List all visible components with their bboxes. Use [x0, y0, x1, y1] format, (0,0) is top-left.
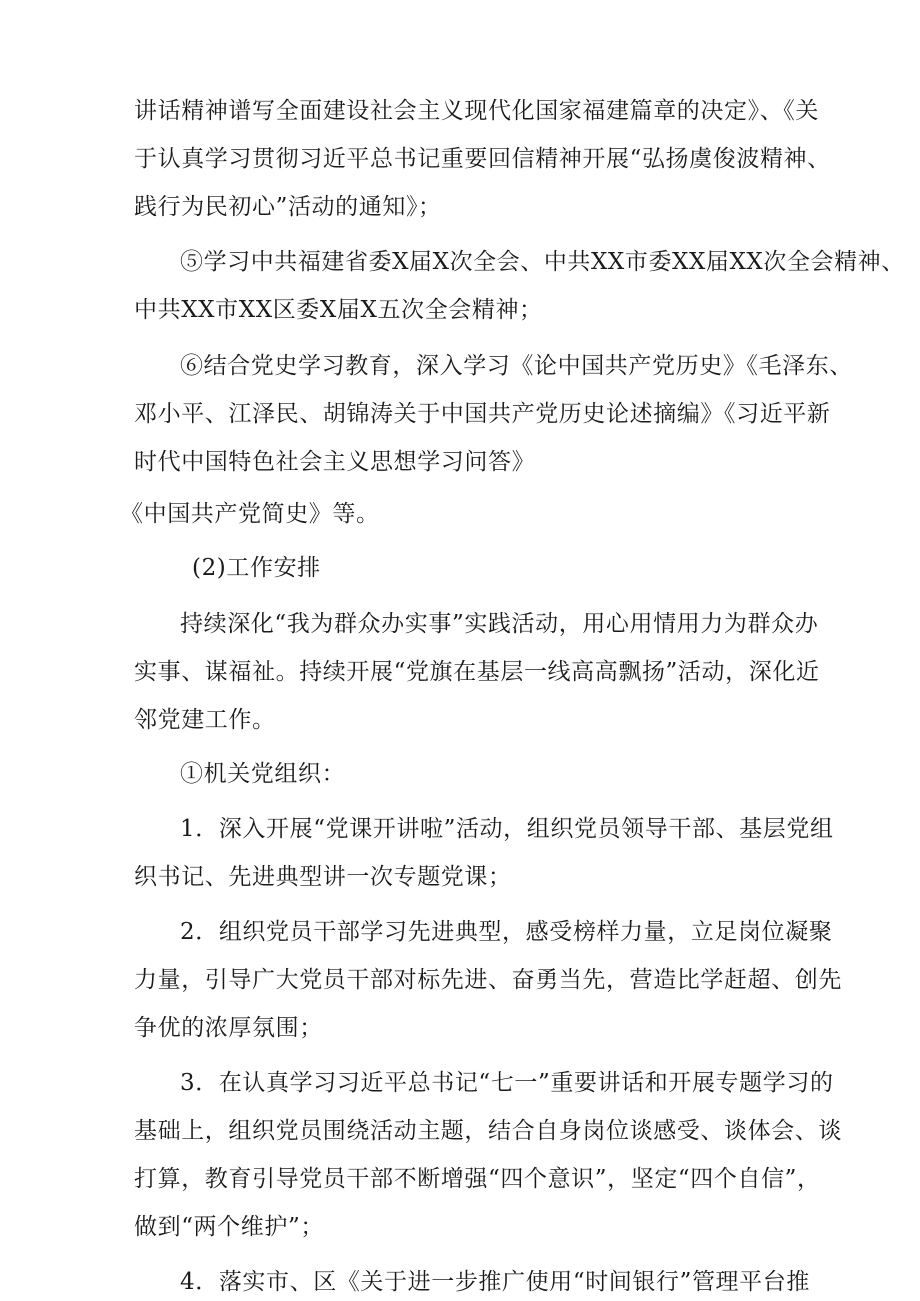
text-line: 《中国共产党简史》等。: [120, 501, 380, 527]
text-line: 持续深化“我为群众办实事”实践活动，用心用情用力为群众办: [180, 611, 819, 637]
section-heading: (2)工作安排: [192, 555, 321, 581]
text-line: ⑤学习中共福建省委X届X次全会、中共XX市委XX届XX次全会精神、: [180, 249, 905, 275]
text-line: ⑥结合党史学习教育，深入学习《论中国共产党历史》《毛泽东、: [180, 353, 853, 379]
text-line: 讲话精神谱写全面建设社会主义现代化国家福建篇章的决定》、《关: [134, 98, 819, 124]
text-line: 做到“两个维护”；: [134, 1214, 324, 1240]
text-line: 邓小平、江泽民、胡锦涛关于中国共产党历史论述摘编》《习近平新: [134, 401, 831, 427]
text-line: 1．深入开展“党课开讲啦”活动，组织党员领导干部、基层党组: [180, 816, 834, 842]
text-line: 争优的浓厚氛围；: [134, 1015, 323, 1041]
text-line: 2．组织党员干部学习先进典型，感受榜样力量，立足岗位凝聚: [180, 919, 833, 945]
text-line: 4．落实市、区《关于进一步推广使用“时间银行”管理平台推: [180, 1269, 810, 1295]
text-line: 践行为民初心”活动的通知》；: [134, 194, 442, 220]
text-line: 中共XX市XX区委X届X五次全会精神；: [134, 297, 543, 323]
text-line: 打算，教育引导党员干部不断增强“四个意识”，坚定“四个自信”，: [134, 1166, 821, 1192]
text-line: 基础上，组织党员围绕活动主题，结合自身岗位谈感受、谈体会、谈: [134, 1118, 842, 1144]
text-line: 实事、谋福祉。持续开展“党旗在基层一线高高飘扬”活动，深化近: [134, 659, 820, 685]
text-line: 力量，引导广大党员干部对标先进、奋勇当先，营造比学赶超、创先: [134, 967, 842, 993]
text-line: 时代中国特色社会主义思想学习问答》: [134, 449, 536, 475]
text-line: 于认真学习贯彻习近平总书记重要回信精神开展“弘扬虞俊波精神、: [134, 146, 831, 172]
text-line: 邻党建工作。: [134, 707, 276, 733]
text-line: 织书记、先进典型讲一次专题党课；: [134, 864, 512, 890]
sub-heading: ①机关党组织：: [180, 761, 346, 787]
text-line: 3．在认真学习习近平总书记“七一”重要讲话和开展专题学习的: [180, 1070, 834, 1096]
